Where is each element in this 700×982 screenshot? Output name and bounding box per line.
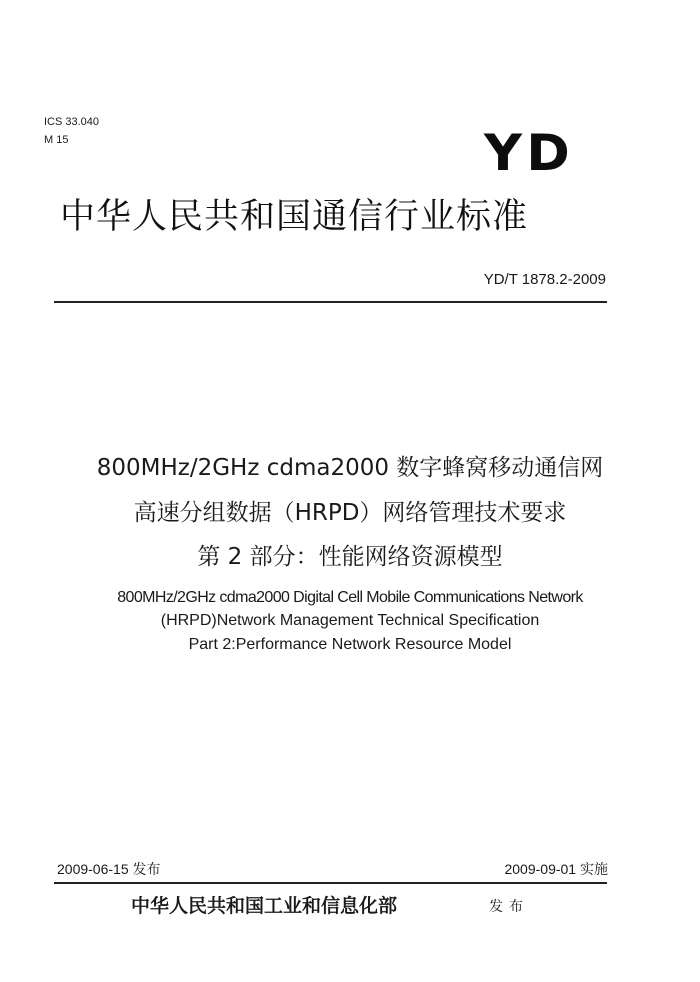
english-title-line-1: 800MHz/2GHz cdma2000 Digital Cell Mobile Communications Network xyxy=(117,589,583,606)
chinese-title-line-3: 第 2 部分：性能网络资源模型 xyxy=(197,544,503,570)
ics-code: ICS 33.040 xyxy=(44,116,100,128)
chinese-title-line-2: 高速分组数据（HRPD）网络管理技术要求 xyxy=(133,500,567,526)
main-title: 中华人民共和国通信行业标准 xyxy=(60,197,529,237)
standard-number: YD/T 1878.2-2009 xyxy=(483,271,606,288)
implement-date: 2009-09-01 实施 xyxy=(504,861,608,877)
english-title-line-2: (HRPD)Network Management Technical Specification xyxy=(160,612,540,629)
english-title-line-3: Part 2:Performance Network Resource Model xyxy=(188,636,512,653)
yd-logo: YD xyxy=(484,124,575,182)
class-code: M 15 xyxy=(44,134,69,146)
publish-date: 2009-06-15 发布 xyxy=(57,861,161,877)
issuing-authority: 中华人民共和国工业和信息化部 xyxy=(131,895,398,917)
top-divider xyxy=(54,301,607,303)
classification-codes xyxy=(44,113,99,149)
issuing-action: 发布 xyxy=(489,899,529,915)
chinese-title-line-1: 800MHz/2GHz cdma2000 数字蜂窝移动通信网 xyxy=(96,455,604,481)
bottom-divider xyxy=(54,882,607,884)
